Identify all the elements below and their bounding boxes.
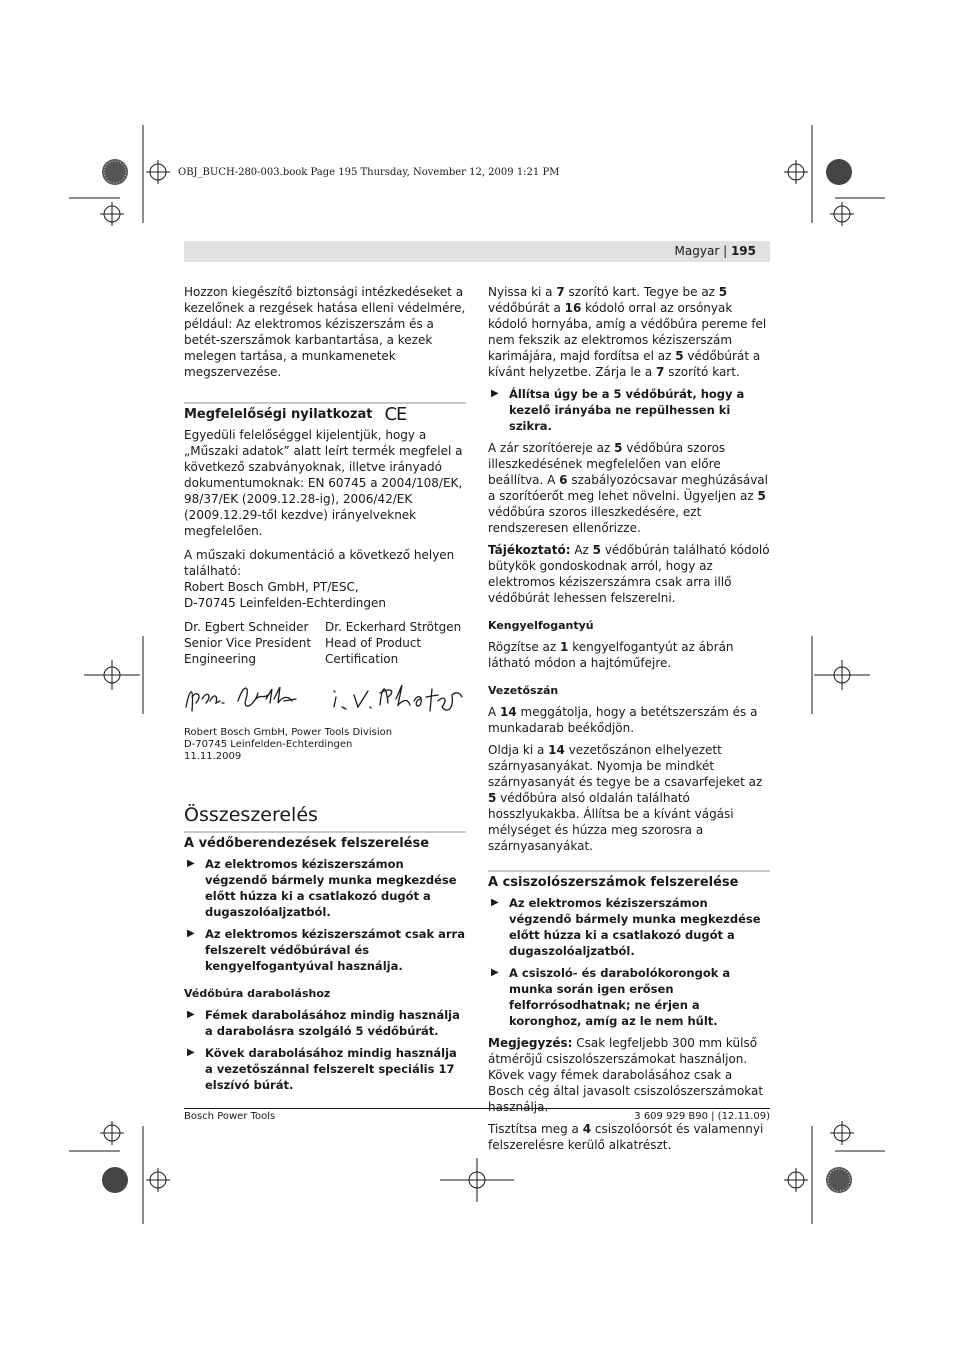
triangle-bullet-icon: ▶ [491, 897, 499, 908]
guards-bullet-2 [184, 926, 466, 974]
conformity-heading [184, 404, 466, 425]
triangle-bullet-icon: ▶ [187, 858, 195, 869]
signing-company-name: Robert Bosch GmbH, Power Tools Division [184, 727, 393, 738]
guard-mount-text: Nyissa ki a 7 szorító kart. Tegye be az 5 védőbúrát a 16 kódoló orral az orsónyak kódoló hornyába, amíg a védőbúra pereme fel nem fekszik az elektromos kéziszerszám karimájára, majd fordítsa el az 5 védőbúrát a kívánt helyzetbe. Zárja le a 7 szorító kart. [488, 285, 767, 379]
triangle-bullet-icon: ▶ [491, 967, 499, 978]
techdoc-text [184, 547, 466, 611]
guards-section [184, 831, 466, 852]
sled-heading: Vezetőszán [488, 684, 559, 697]
signatory-1-title: Senior Vice President [184, 636, 312, 650]
signing-date: 11.11.2009 [184, 751, 242, 762]
handle-heading: Kengyelfogantyú [488, 619, 594, 632]
signatory-2-department: Certification [325, 652, 399, 666]
guards-bullet-1-text: Az elektromos kéziszerszámon végzendő bármely munka megkezdése előtt húzza ki a csatlakozó dugót a dugaszolóaljzatból. [205, 857, 457, 919]
techdoc-intro: A műszaki dokumentáció a következő helyen található: [184, 548, 455, 578]
conformity-heading-text: Megfelelőségi nyilatkozat [184, 407, 373, 422]
signatory-1-name: Dr. Egbert Schneider [184, 620, 309, 634]
cutting-bullet-2-text: Kövek darabolásához mindig használja a vezetőszánnal felszerelt speciális 17 elszívó búrát. [205, 1046, 457, 1092]
techdoc-address: D-70745 Leinfelden-Echterdingen [184, 596, 386, 610]
abrasive-bullet-2 [488, 965, 770, 1029]
guards-heading: A védőberendezések felszerelése [184, 836, 430, 851]
signatory-1 [184, 619, 325, 667]
triangle-bullet-icon: ▶ [187, 1047, 195, 1058]
techdoc-company: Robert Bosch GmbH, PT/ESC, [184, 580, 359, 594]
conformity-text: Egyedüli felelőséggel kijelentjük, hogy a „Műszaki adatok” alatt leírt termék megfelel a következő szabványoknak, illetve irányadó dokumentumoknak: EN 60745 a 2004/108/EK, 98/37/EK (2009.12.28-ig), 2006/42/EK (2009.12.29-től kezdve) irányelveknek megfelelően. [184, 428, 463, 538]
guard-adjust-bullet-text: Állítsa úgy be a 5 védőbúrát, hogy a kezelő irányába ne repülhessen ki szikra. [509, 387, 745, 433]
header-language: Magyar [674, 244, 720, 258]
signatories [184, 619, 466, 667]
abrasive-section [488, 870, 770, 891]
guards-bullet-2-text: Az elektromos kéziszerszámot csak arra felszerelt védőbúrával és kengyelfogantyúval használja. [205, 927, 465, 973]
left-column [184, 284, 466, 1099]
abrasive-note: Megjegyzés: Csak legfeljebb 300 mm külső átmérőjű csiszolószerszámokat használjon. Kövek vagy fémek darabolásához csak a Bosch cég által javasolt csiszolószerszámokat használja. [488, 1036, 764, 1114]
header-separator: | [719, 244, 731, 258]
abrasive-bullet-1-text: Az elektromos kéziszerszámon végzendő bármely munka megkezdése előtt húzza ki a csatlakozó dugót a dugaszolóaljzatból. [509, 896, 761, 958]
signatory-2-name: Dr. Eckerhard Strötgen [325, 620, 462, 634]
signatory-2-title: Head of Product [325, 636, 422, 650]
abrasive-heading: A csiszolószerszámok felszerelése [488, 875, 739, 890]
handle-text: Rögzítse az 1 kengyelfogantyút az ábrán látható módon a hajtóműfejre. [488, 640, 734, 670]
guard-adjust-bullet [488, 386, 770, 434]
page-header-bar [184, 241, 770, 262]
footer-doc-number: 3 609 929 B90 | (12.11.09) [634, 1111, 770, 1122]
cutting-guard-heading: Védőbúra daraboláshoz [184, 987, 331, 1000]
signing-company-block [184, 727, 466, 763]
footer-rule [184, 1108, 770, 1109]
coding-note-text: Tájékoztató: Az 5 védőbúrán található kódoló bütykök gondoskodnak arról, hogy az elektromos kéziszerszámra csak arra illő védőbúrát lehessen felszerelni. [488, 543, 770, 605]
abrasive-bullet-1 [488, 895, 770, 959]
signatory-1-department: Engineering [184, 652, 256, 666]
ce-mark-icon: CE [384, 404, 407, 425]
signing-company-address: D-70745 Leinfelden-Echterdingen [184, 739, 353, 750]
footer-brand: Bosch Power Tools [184, 1111, 276, 1122]
abrasive-bullet-2-text: A csiszoló- és darabolókorongok a munka során igen erősen felforrósodhatnak; ne érjen a koronghoz, amíg az le nem hűlt. [509, 966, 731, 1028]
header-page-number: 195 [730, 244, 756, 258]
sled-text-1: A 14 meggátolja, hogy a betétszerszám és a munkadarab beékődjön. [488, 705, 758, 735]
clean-spindle-text: Tisztítsa meg a 4 csiszolóorsót és valamennyi felszerelésre kerülő alkatrészt. [488, 1122, 764, 1152]
print-header: OBJ_BUCH-280-003.book Page 195 Thursday, November 12, 2009 1:21 PM [178, 167, 560, 178]
vibration-intro: Hozzon kiegészítő biztonsági intézkedéseket a kezelőnek a rezgések hatása elleni védelmére, például: Az elektromos kéziszerszám és a betét-szerszámok karbantartása, a kezek melegen tartása, a munkamenetek megszervezése. [184, 285, 466, 379]
cutting-bullet-1-text: Fémek darabolásához mindig használja a darabolásra szolgáló 5 védőbúrát. [205, 1008, 460, 1038]
conformity-section [184, 402, 466, 423]
clamp-force-text: A zár szorítóereje az 5 védőbúra szoros illeszkedésének megfelelően van előre beállítva. A 6 szabályozócsavar meghúzásával a szorítóerőt meg lehet növelni. Ügyeljen az 5 védőbúra szoros illeszkedésére, ezt rendszeresen ellenőrizze. [488, 441, 768, 535]
cutting-bullet-2 [184, 1045, 466, 1093]
handwritten-signatures [184, 677, 466, 721]
signatory-2 [325, 619, 466, 667]
assembly-heading: Összeszerelés [184, 804, 318, 826]
page-header-text [675, 244, 756, 258]
cutting-bullet-1 [184, 1007, 466, 1039]
triangle-bullet-icon: ▶ [187, 928, 195, 939]
triangle-bullet-icon: ▶ [491, 388, 499, 399]
guards-bullet-1 [184, 856, 466, 920]
right-column [488, 284, 770, 1159]
sled-text-2: Oldja ki a 14 vezetőszánon elhelyezett szárnyasanyákat. Nyomja be mindkét szárnyasanyát és tegye be a csavarfejeket az 5 védőbúra alsó oldalán található hosszlyukakba. Állítsa be a kívánt vágási mélységet és húzza meg szorosra a szárnyasanyákat. [488, 743, 763, 853]
triangle-bullet-icon: ▶ [187, 1009, 195, 1020]
